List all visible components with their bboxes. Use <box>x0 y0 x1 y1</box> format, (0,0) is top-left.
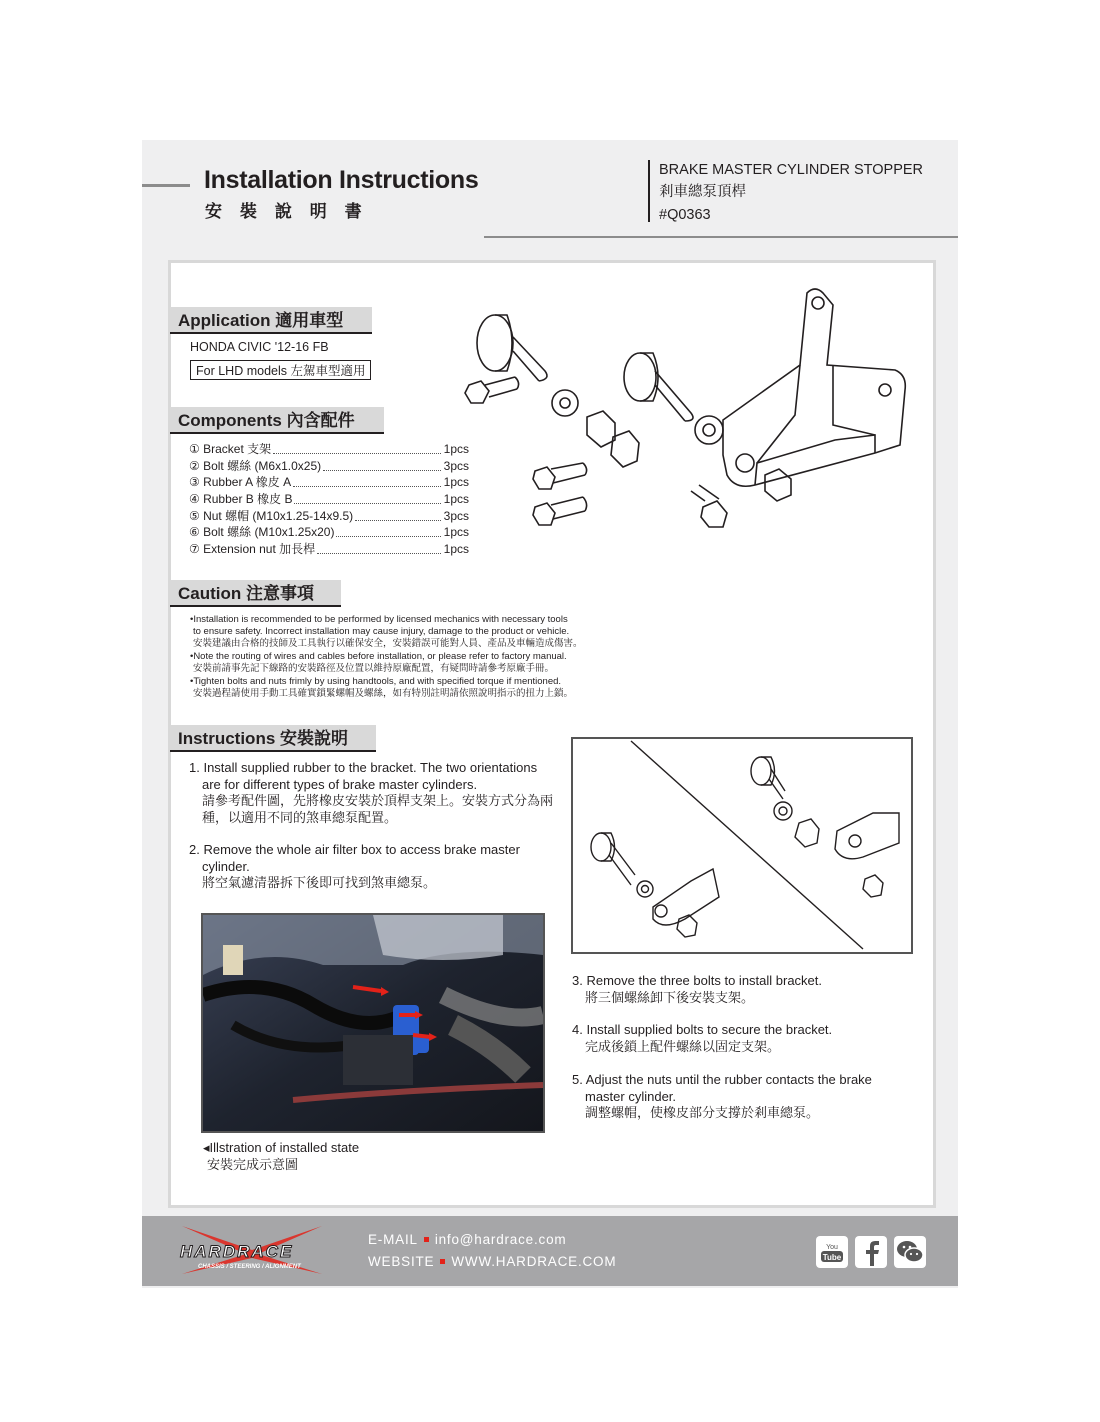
components-heading <box>170 407 384 434</box>
component-item <box>189 441 469 457</box>
accent-square <box>440 1259 445 1264</box>
header-rule-right <box>484 236 958 238</box>
caution-line: •Note the routing of wires and cables before installation, or please refer to factory manual. <box>190 651 567 662</box>
instructions-heading-en: Instructions <box>178 729 276 748</box>
step-3-line: 3. Remove the three bolts to install bracket. <box>572 973 823 988</box>
email-label: E-MAIL <box>368 1232 418 1247</box>
header-divider <box>648 160 650 222</box>
component-qty: 1pcs <box>443 492 469 506</box>
step-2-line: cylinder. <box>202 858 250 874</box>
leader-dots <box>294 503 441 504</box>
product-name-zh: 剎車總泵頂桿 <box>659 184 746 200</box>
component-qty: 1pcs <box>443 475 469 489</box>
logo-wordmark: HARDRACE <box>180 1242 294 1261</box>
component-label: ④ Rubber B 橡皮 B <box>189 492 293 506</box>
bolt-drawing-a <box>465 377 519 403</box>
svg-text:You: You <box>826 1244 838 1251</box>
accent-square <box>424 1237 429 1242</box>
engine-bay-illustration <box>203 915 543 1131</box>
step-5-line: master cylinder. <box>585 1088 677 1104</box>
wechat-icon[interactable] <box>894 1236 926 1268</box>
leader-dots <box>323 470 441 471</box>
step-1 <box>189 760 553 826</box>
installed-state-photo <box>201 913 545 1133</box>
leader-dots <box>317 553 441 554</box>
instructions-heading <box>170 725 376 752</box>
step-2-line: 2. Remove the whole air filter box to access brake master <box>189 842 520 857</box>
youtube-icon[interactable] <box>816 1236 848 1268</box>
caution-heading-zh: 注意事項 <box>246 584 315 604</box>
caution-line: •Tighten bolts and nuts frimly by using handtools, and with specified torque if mentioned. <box>190 676 562 687</box>
component-label: ⑤ Nut 螺帽 (M10x1.25-14x9.5) <box>189 509 354 523</box>
component-label: ⑦ Extension nut 加長桿 <box>189 542 316 556</box>
lhd-note: For LHD models 左駕車型適用 <box>190 360 371 380</box>
footer-website-row <box>368 1254 616 1269</box>
svg-text:Tube: Tube <box>822 1253 842 1262</box>
step-2 <box>189 842 520 892</box>
logo-tagline: CHASSIS / STEERING / ALIGNMENT <box>198 1264 301 1270</box>
upper-assembly <box>751 757 899 897</box>
step-3-line: 將三個螺絲卸下後安裝支架。 <box>585 989 755 1005</box>
component-item <box>189 491 469 507</box>
rubber-a-drawing <box>477 315 547 381</box>
cylinder-edge-line <box>631 741 863 949</box>
step-4 <box>572 1022 832 1055</box>
website-link[interactable]: WWW.HARDRACE.COM <box>451 1254 617 1269</box>
components-drawing <box>455 285 925 545</box>
step-5-line: 5. Adjust the nuts until the rubber contacts the brake <box>572 1072 872 1087</box>
small-bolt-drawings <box>533 463 727 527</box>
component-item <box>189 524 469 540</box>
bracket-drawing <box>723 289 905 486</box>
footer-email-row <box>368 1232 566 1247</box>
leader-dots <box>273 453 441 454</box>
application-heading <box>170 307 372 334</box>
facebook-icon[interactable] <box>855 1236 887 1268</box>
component-item <box>189 474 469 490</box>
page-title: Installation Instructions <box>204 166 479 194</box>
caution-heading-en: Caution <box>178 584 242 603</box>
part-number: #Q0363 <box>659 207 711 223</box>
website-label: WEBSITE <box>368 1254 435 1269</box>
component-label: ⑥ Bolt 螺絲 (M10x1.25x20) <box>189 525 335 539</box>
component-item <box>189 541 469 557</box>
photo-caption-zh: 安裝完成示意圖 <box>207 1156 299 1172</box>
component-label: ① Bracket 支架 <box>189 442 272 456</box>
caution-line: 安裝建議由合格的技師及工具執行以確保安全，安裝錯誤可能對人員、產品及車輛造成傷害。 <box>193 638 583 649</box>
step-3 <box>572 973 822 1006</box>
caution-heading <box>170 580 341 607</box>
hardrace-logo <box>172 1222 332 1278</box>
component-label: ③ Rubber A 橡皮 A <box>189 475 292 489</box>
application-heading-en: Application <box>178 311 271 330</box>
component-qty: 1pcs <box>443 542 469 556</box>
email-link[interactable]: info@hardrace.com <box>434 1232 567 1247</box>
leader-dots <box>293 486 441 487</box>
component-qty: 1pcs <box>443 442 469 456</box>
leader-dots <box>355 520 441 521</box>
components-heading-en: Components <box>178 411 282 430</box>
caution-line: 安裝過程請使用手動工具確實鎖緊螺帽及螺絲，如有特別註明請依照說明指示的扭力上鎖。 <box>193 688 574 699</box>
installation-drawing <box>571 737 913 954</box>
step-1-line: 1. Install supplied rubber to the bracket. The two orientations <box>189 760 538 775</box>
step-1-line: 請參考配件圖，先將橡皮安裝於頂桿支架上。安裝方式分為兩 <box>202 793 554 808</box>
leader-dots <box>336 536 441 537</box>
instructions-heading-zh: 安裝說明 <box>280 729 349 749</box>
step-1-line: 種，以適用不同的煞車總泵配置。 <box>202 809 398 825</box>
caution-line: to ensure safety. Incorrect installation may cause injury, damage to the product or vehicle. <box>193 626 570 637</box>
page-title-zh: 安 裝 說 明 書 <box>205 202 368 222</box>
step-1-line: are for different types of brake master cylinders. <box>202 776 478 792</box>
component-item <box>189 508 469 524</box>
caution-line: •Installation is recommended to be performed by licensed mechanics with necessary tools <box>190 614 568 625</box>
lower-assembly <box>591 833 719 937</box>
installation-line-art <box>573 739 911 952</box>
component-qty: 1pcs <box>443 525 469 539</box>
vehicle-model: HONDA CIVIC '12-16 FB <box>190 340 329 354</box>
step-4-line: 4. Install supplied bolts to secure the bracket. <box>572 1022 833 1037</box>
step-4-line: 完成後鎖上配件螺絲以固定支架。 <box>585 1038 781 1054</box>
step-2-line: 將空氣濾清器拆下後即可找到煞車總泵。 <box>202 875 437 890</box>
caution-line: 安裝前請事先記下線路的安裝路徑及位置以維持原廠配置，有疑問時請參考原廠手冊。 <box>193 663 555 674</box>
step-5-line: 調整螺帽，使橡皮部分支撐於剎車總泵。 <box>585 1105 820 1120</box>
step-5 <box>572 1072 872 1122</box>
application-heading-zh: 適用車型 <box>275 311 344 331</box>
photo-caption-en: ◂Illstration of installed state <box>203 1140 360 1155</box>
component-label: ② Bolt 螺絲 (M6x1.0x25) <box>189 459 322 473</box>
photo-caption <box>203 1140 359 1173</box>
rubber-b-drawing <box>624 353 693 421</box>
product-name: BRAKE MASTER CYLINDER STOPPER <box>659 162 924 178</box>
component-item <box>189 458 469 474</box>
component-qty: 3pcs <box>443 459 469 473</box>
component-qty: 3pcs <box>443 509 469 523</box>
header-rule-left <box>142 184 190 187</box>
components-heading-zh: 內含配件 <box>286 411 355 431</box>
